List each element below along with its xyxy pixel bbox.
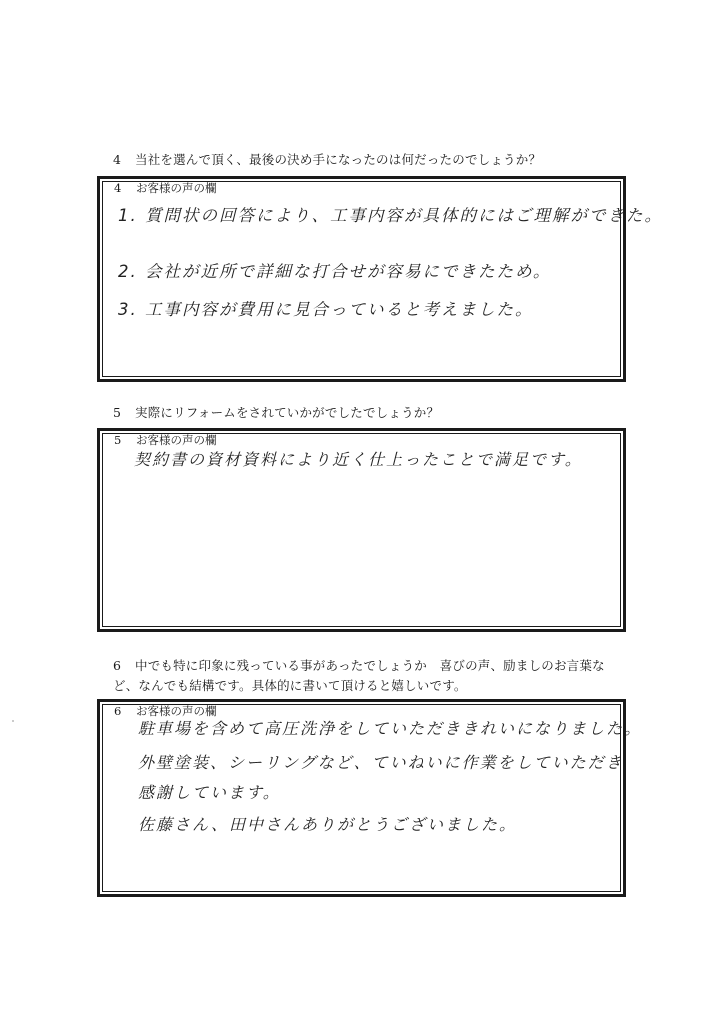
question-text: 実際にリフォームをされていかがでしたでしょうか？ xyxy=(135,405,440,420)
box-label-text: お客様の声の欄 xyxy=(136,181,217,195)
answer-box-label xyxy=(114,180,217,196)
box-number: 4 xyxy=(114,181,122,195)
box-number: 6 xyxy=(114,704,122,718)
handwritten-answer-line: 3. 工事内容が費用に見合っていると考えました。 xyxy=(118,300,534,319)
question-4 xyxy=(113,150,541,170)
scan-speck xyxy=(12,720,14,722)
box-label-text: お客様の声の欄 xyxy=(136,704,217,718)
question-text-line-2: ど、なんでも結構です。具体的に書いて頂けると嬉しいです。 xyxy=(113,678,467,693)
question-5 xyxy=(113,403,439,423)
answer-box-6 xyxy=(97,699,643,897)
question-6 xyxy=(113,655,643,676)
question-6-continuation xyxy=(113,676,467,696)
handwritten-answer-line: 外壁塗装、シーリングなど、ていねいに作業をしていただき xyxy=(138,753,624,772)
handwritten-answer-line: 感謝しています。 xyxy=(138,783,281,802)
handwritten-answer-line: 2. 会社が近所で詳細な打合せが容易にできたため。 xyxy=(118,262,552,281)
question-number: 5 xyxy=(113,405,122,420)
handwritten-answer-line: 佐藤さん、田中さんありがとうございました。 xyxy=(138,815,517,834)
question-number: 6 xyxy=(113,658,122,673)
question-text-line-1: 中でも特に印象に残っている事があったでしょうか 喜びの声、励ましのお言葉な xyxy=(135,658,605,673)
answer-box-5 xyxy=(97,428,626,632)
box-label-text: お客様の声の欄 xyxy=(136,433,217,447)
box-number: 5 xyxy=(114,433,122,447)
answer-box-label xyxy=(114,703,217,719)
handwritten-answer-line: 契約書の資材資料により近く仕上ったことで満足です。 xyxy=(134,450,583,469)
question-text: 当社を選んで頂く、最後の決め手になったのは何だったのでしょうか？ xyxy=(135,152,542,167)
handwritten-answer-line: 駐車場を含めて高圧洗浄をしていただききれいになりました。 xyxy=(138,719,643,738)
answer-box-4 xyxy=(97,176,663,382)
question-number: 4 xyxy=(113,152,122,167)
handwritten-answer-line: 1. 質問状の回答により、工事内容が具体的にはご理解ができた。 xyxy=(118,206,663,225)
answer-box-label xyxy=(114,432,217,448)
